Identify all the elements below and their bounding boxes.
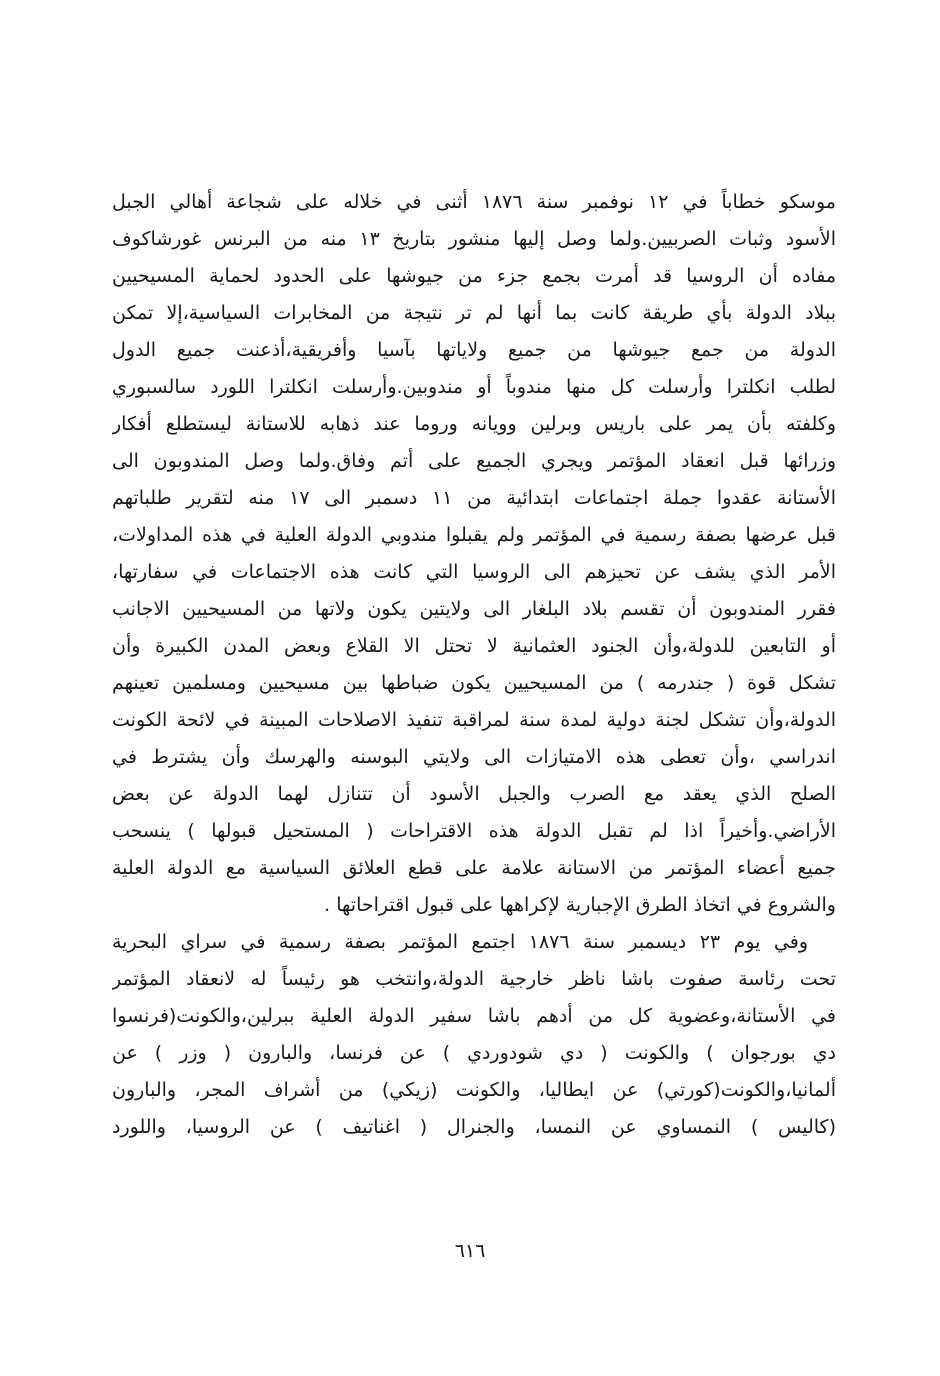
text-line: تشكل قوة ( جندرمه ) من المسيحيين يكون ضباطها بين مسيحيين ومسلمين تعينهم [112, 672, 836, 694]
text-line: الأسود وثبات الصربيين.ولما وصل إليها منشور بتاريخ ١٣ منه من البرنس غورشاكوف [112, 228, 836, 250]
text-line: الأستانة عقدوا جملة اجتماعات ابتدائية من ١١ دسمبر الى ١٧ منه لتقرير طلباتهم [112, 487, 836, 509]
paragraph-1 [112, 184, 836, 924]
text-line: اندراسي ،وأن تعطى هذه الامتيازات الى ولايتي البوسنه والهرسك وأن يشترط في [112, 746, 836, 768]
text-line: موسكو خطاباً في ١٢ نوفمبر سنة ١٨٧٦ أثنى في خلاله على شجاعة أهالي الجبل [112, 191, 836, 213]
text-line: وكلفته بأن يمر على باريس وبرلين وويانه وروما عند ذهابه للاستانة ليستطلع أفكار [112, 413, 836, 435]
text-line: مفاده أن الروسيا قد أمرت بجمع جزء من جيوشها على الحدود لحماية المسيحيين [112, 265, 836, 287]
text-line: أو التابعين للدولة،وأن الجنود العثمانية لا تحتل الا القلاع وبعض المدن الكبيرة وأن [112, 635, 836, 657]
text-line: لطلب انكلترا وأرسلت كل منها مندوباً أو مندوبين.وأرسلت انكلترا اللورد سالسبوري [112, 376, 836, 398]
text-line: ببلاد الدولة بأي طريقة كانت بما أنها لم تر نتيجة من المخابرات السياسية،إلا تمكن [112, 302, 836, 324]
text-line: تحت رئاسة صفوت باشا ناظر خارجية الدولة،وانتخب هو رئيساً له لانعقاد المؤتمر [112, 968, 836, 990]
text-line: وفي يوم ٢٣ ديسمبر سنة ١٨٧٦ اجتمع المؤتمر بصفة رسمية في سراي البحرية [112, 931, 809, 953]
text-line: فقرر المندوبون أن تقسم بلاد البلغار الى ولايتين يكون ولاتها من المسيحيين الاجانب [112, 598, 836, 620]
text-line: والشروع في اتخاذ الطرق الإجبارية لإكراهها على قبول اقتراحاتها . [324, 894, 836, 916]
page-number: ٦١٦ [454, 1240, 486, 1262]
text-line: وزرائها قبل انعقاد المؤتمر ويجري الجميع على أتم وفاق.ولما وصل المندوبون الى [112, 450, 836, 472]
paragraph-2 [112, 924, 836, 1146]
body-text [112, 184, 836, 1146]
text-line: الأمر الذي يشف عن تحيزهم الى الروسيا التي كانت هذه الاجتماعات في سفارتها، [112, 561, 836, 583]
text-line: الأراضي.وأخيراً اذا لم تقبل الدولة هذه الاقتراحات ( المستحيل قبولها ) ينسحب [112, 820, 836, 842]
text-line: جميع أعضاء المؤتمر من الاستانة علامة على قطع العلائق السياسية مع الدولة العلية [112, 857, 836, 879]
text-line: ألمانيا،والكونت(كورتي) عن ايطاليا، والكونت (زيكي) من أشراف المجر، والبارون [112, 1079, 836, 1101]
text-line: الصلح الذي يعقد مع الصرب والجبل الأسود أن تتنازل لهما الدولة عن بعض [112, 783, 836, 805]
text-line: الدولة من جمع جيوشها من جميع ولاياتها بآسيا وأفريقية،أذعنت جميع الدول [112, 339, 836, 361]
text-line: دي بورجوان ) والكونت ( دي شودوردي ) عن فرنسا، والبارون ( وزر ) عن [112, 1042, 836, 1064]
text-line: (كاليس ) النمساوي عن النمسا، والجنرال ( اغناتيف ) عن الروسيا، واللورد [112, 1116, 836, 1138]
text-line: في الأستانة،وعضوية كل من أدهم باشا سفير الدولة العلية ببرلين،والكونت(فرنسوا [112, 1005, 836, 1027]
text-line: الدولة،وأن تشكل لجنة دولية لمدة سنة لمراقبة تنفيذ الاصلاحات المبينة في لائحة الكونت [112, 709, 836, 731]
text-line: قبل عرضها بصفة رسمية في المؤتمر ولم يقبلوا مندوبي الدولة العلية في هذه المداولات، [112, 524, 836, 546]
